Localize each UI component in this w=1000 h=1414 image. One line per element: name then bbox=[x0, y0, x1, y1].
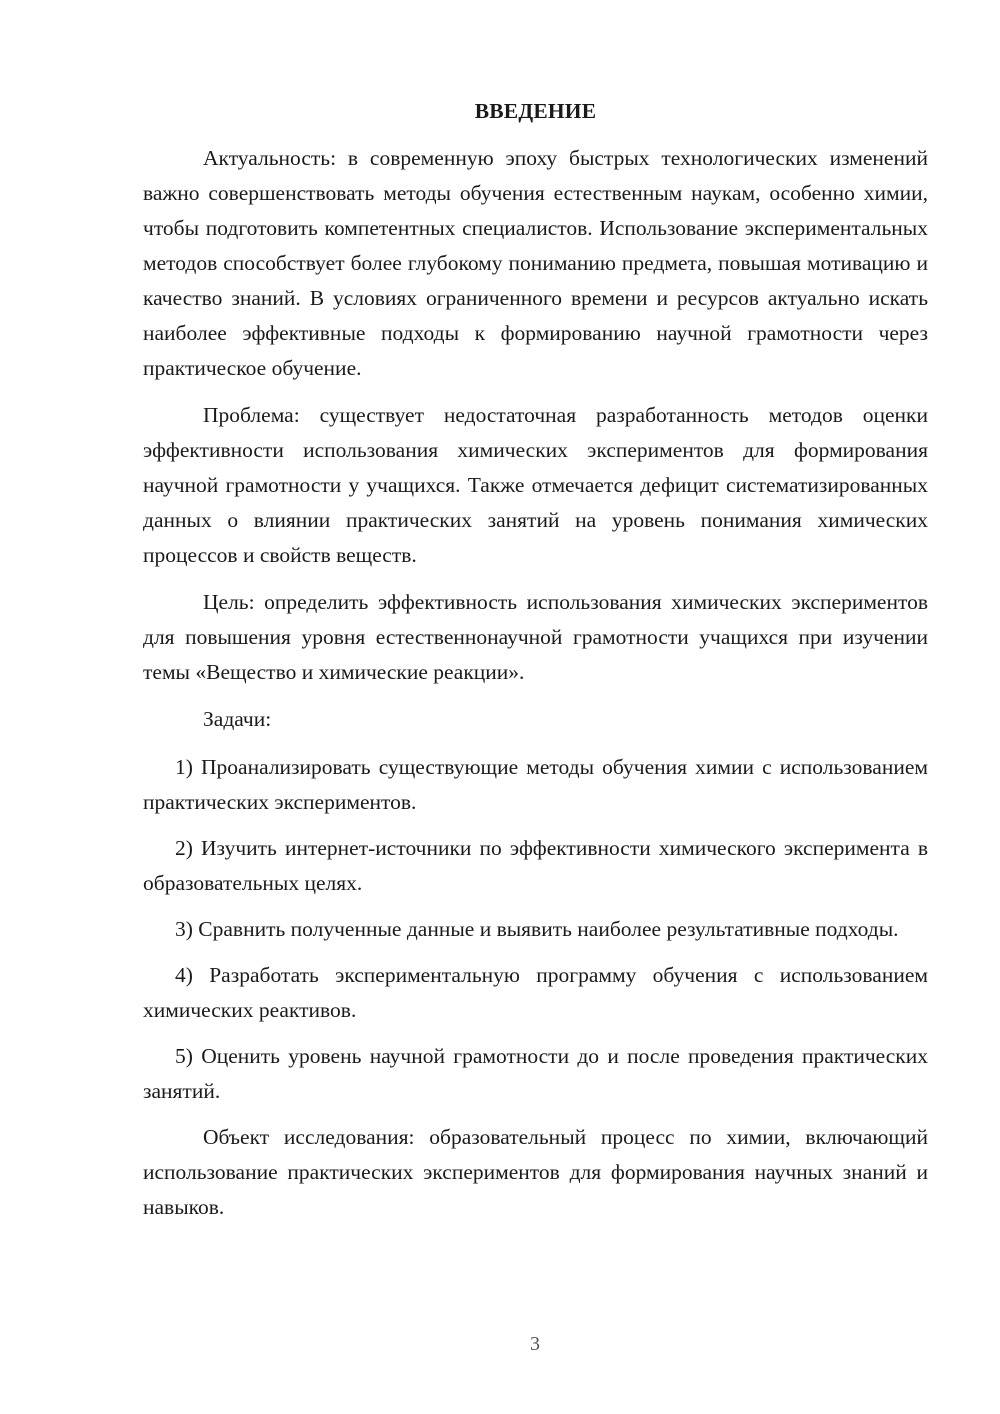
page-title: ВВЕДЕНИЕ bbox=[474, 99, 597, 123]
paragraph-goal: Цель: определить эффективность использования химических экспериментов для повышения уровня естественнонаучной грамотности учащихся при изучении темы «Вещество и химические реакции». bbox=[143, 590, 928, 684]
paragraph-relevance: Актуальность: в современную эпоху быстрых технологических изменений важно совершенствовать методы обучения естественным наукам, особенно химии, чтобы подготовить компетентных специалистов. Использование экспериментальных методов способствует более глубокому пониманию предмета, повышая мотивацию и качество знаний. В условиях ограниченного времени и ресурсов актуально искать наиболее эффективные подходы к формированию научной грамотности через практическое обучение. bbox=[143, 146, 928, 380]
list-item: 5) Оценить уровень научной грамотности до и после проведения практических занятий. bbox=[143, 1044, 928, 1103]
list-item: 1) Проанализировать существующие методы обучения химии с использованием практических экспериментов. bbox=[143, 755, 928, 814]
paragraph-object: Объект исследования: образовательный процесс по химии, включающий использование практических экспериментов для формирования научных знаний и навыков. bbox=[143, 1125, 928, 1219]
page-number: 3 bbox=[530, 1333, 540, 1355]
list-item: 4) Разработать экспериментальную программу обучения с использованием химических реактивов. bbox=[143, 963, 928, 1022]
document-page bbox=[143, 96, 928, 1225]
list-item: 2) Изучить интернет-источники по эффективности химического эксперимента в образовательных целях. bbox=[143, 836, 928, 895]
tasks-heading: Задачи: bbox=[203, 707, 272, 731]
paragraph-problem: Проблема: существует недостаточная разработанность методов оценки эффективности использования химических экспериментов для формирования научной грамотности у учащихся. Также отмечается дефицит систематизированных данных о влиянии практических занятий на уровень понимания химических процессов и свойств веществ. bbox=[143, 403, 928, 567]
list-item: 3) Сравнить полученные данные и выявить наиболее результативные подходы. bbox=[175, 917, 899, 941]
